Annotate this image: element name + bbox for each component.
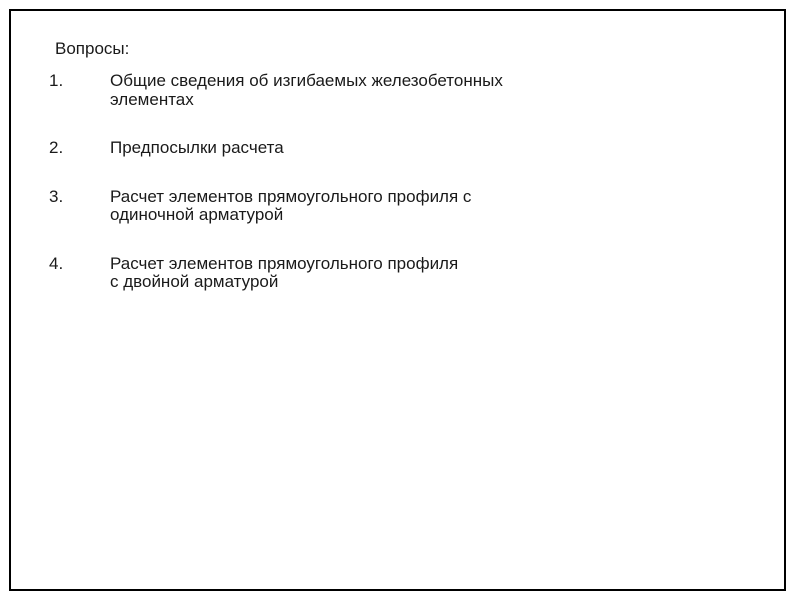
questions-heading: Вопросы: — [55, 39, 130, 58]
item-text: Предпосылки расчета — [110, 138, 284, 157]
item-number: 4. — [49, 253, 64, 273]
item-text: Расчет элементов прямоугольного профиля с одиночной арматурой — [110, 186, 472, 224]
item-text: Общие сведения об изгибаемых железобетонных элементах — [110, 71, 503, 109]
item-number: 1. — [49, 71, 64, 90]
questions-list — [49, 72, 503, 322]
item-text: Расчет элементов прямоугольного профиля с двойной арматурой — [110, 253, 459, 291]
list-item — [49, 255, 503, 292]
slide-frame — [9, 9, 786, 591]
list-item — [49, 188, 503, 225]
item-number: 3. — [49, 186, 64, 206]
list-item — [49, 139, 503, 158]
list-item — [49, 72, 503, 109]
item-number: 2. — [49, 138, 64, 157]
